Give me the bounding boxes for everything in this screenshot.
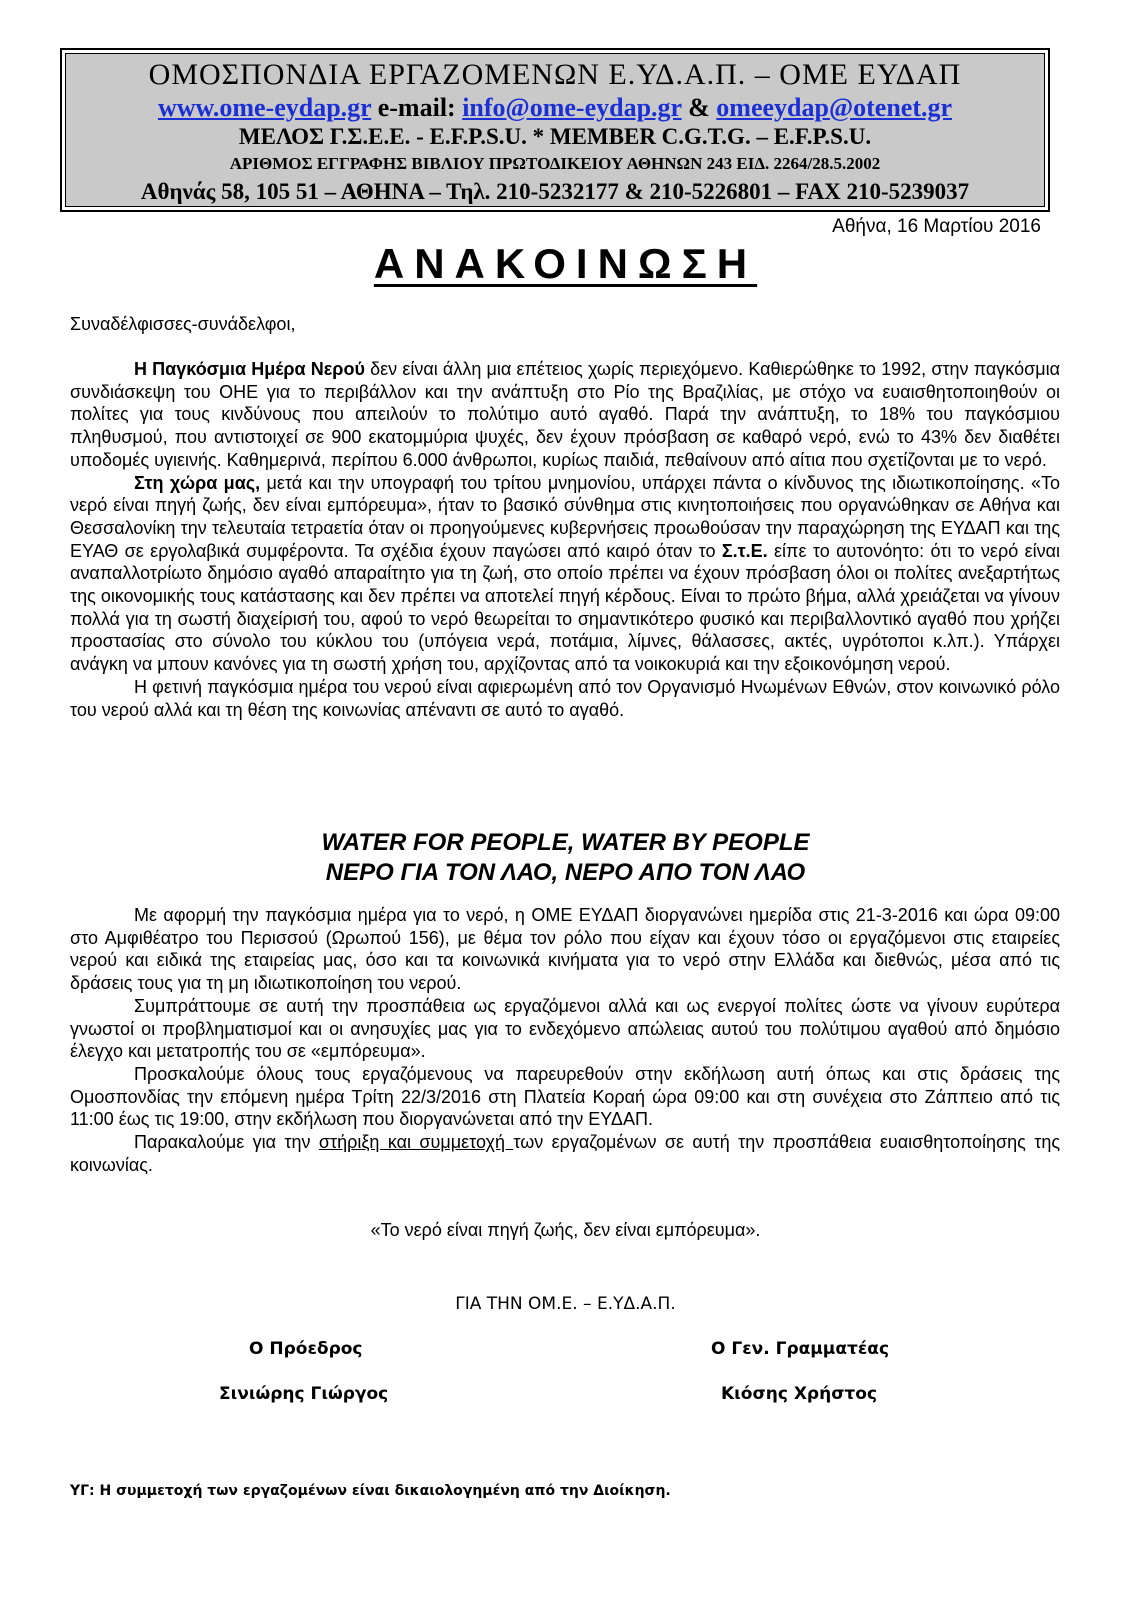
closing-quote: «Το νερό είναι πηγή ζωής, δεν είναι εμπόρευμα». [370, 1220, 761, 1240]
p2-bold: Στη χώρα μας, [134, 472, 261, 493]
membership-line: ΜΕΛΟΣ Γ.Σ.Ε.Ε. - E.F.P.S.U. * MEMBER C.G.T.G. – E.F.P.S.U. [238, 124, 872, 149]
email-label: e-mail: [377, 93, 456, 122]
address-line: Αθηνάς 58, 105 51 – ΑΘΗΝΑ – Τηλ. 210-5232177 & 210-5226801 – FAX 210-5239037 [140, 179, 970, 204]
p7-text-b: των εργαζομένων σε αυτή την προσπάθεια ευαισθητοποίησης της κοινωνίας. [70, 1132, 1061, 1175]
contact-line [66, 93, 1044, 123]
title-text: ΑΝΑΚΟΙΝΩΣΗ [373, 240, 758, 287]
secretary-name: Κιόσης Χρήστος [721, 1384, 878, 1404]
registration-line: ΑΡΙΘΜΟΣ ΕΓΓΡΑΦΗΣ ΒΙΒΛΙΟΥ ΠΡΩΤΟΔΙΚΕΙΟΥ ΑΘΗΝΩΝ 243 ΕΙΔ. 2264/28.5.2002 [229, 154, 881, 173]
document-date: Αθήνα, 16 Μαρτίου 2016 [832, 216, 1041, 237]
p7-text-a: Παρακαλούμε για την [134, 1132, 319, 1153]
ampersand: & [688, 93, 710, 122]
website-link[interactable]: www.ome-eydap.gr [157, 93, 372, 122]
paragraph-1 [70, 358, 1060, 472]
p1-bold: Η Παγκόσμια Ημέρα Νερού [134, 359, 365, 379]
paragraph-4: Με αφορμή την παγκόσμια ημέρα για το νερό, η ΟΜΕ ΕΥΔΑΠ διοργανώνει ημερίδα στις 21-3-2016 και ώρα 09:00 στο Αμφιθέατρο του Περισσού (Ωρωπού 156), με θέμα τον ρόλο που είχαν και έχουν τόσο οι εργαζόμενοι στις εταιρείες νερού και ειδικά της εταιρείας μας, όσο και τα κοινωνικά κινήματα για το νερό στην Ελλάδα και διεθνώς, μέσα από τις δράσεις τους για τη μη ιδιωτικοποίηση του νερού. [70, 905, 1060, 994]
greeting: Συναδέλφισσες-συνάδελφοι, [70, 314, 296, 334]
president-name: Σινιώρης Γιώργος [219, 1384, 389, 1404]
email-link-otenet[interactable]: omeeydap@otenet.gr [716, 93, 953, 122]
p2-text-b: είπε το αυτονόητο: ότι το νερό είναι αναπαλλοτρίωτο δημόσιο αγαθό απαραίτητο για τη ζωή, στο οποίο πρέπει να έχουν πρόσβαση όλοι οι πολίτες ανεξαρτήτως της οικονομικής τους κατάστασης και δεν πρέπει να αποτελεί πηγή κέρδους. Είναι το πρώτο βήμα, αλλά χρειάζεται να γίνουν πολλά για τη σωστή διαχείρισή του, αφού το νερό θεωρείται το σημαντικότερο φυσικό και περιβαλλοντικό αγαθό που χρήζει προστασίας στο σύνολο του κύκλου του (υπόγεια νερά, ποτάμια, λίμνες, θάλασσες, ακτές, υγρότοποι κ.λπ.). Υπάρχει ανάγκη να μπουν κανόνες για τη σωστή χρήση του, αρχίζοντας από τα νοικοκυριά και την εξοικονόμηση νερού. [70, 540, 1061, 675]
postscript: ΥΓ: Η συμμετοχή των εργαζομένων είναι δικαιολογημένη από την Διοίκηση. [70, 1483, 671, 1499]
p2-bold-ste: Σ.τ.Ε. [721, 540, 768, 561]
email-link-info[interactable]: info@ome-eydap.gr [462, 93, 682, 122]
paragraph-3: Η φετινή παγκόσμια ημέρα του νερού είναι αφιερωμένη από τον Οργανισμό Ηνωμένων Εθνών, στον κοινωνικό ρόλο του νερού αλλά και τη θέση της κοινωνίας απέναντι σε αυτό το αγαθό. [70, 676, 1060, 720]
p1-text: δεν είναι άλλη μια επέτειος χωρίς περιεχόμενο. Καθιερώθηκε το 1992, στην παγκόσμια συνδιάσκεψη του ΟΗΕ για το περιβάλλον και την ανάπτυξη στο Ρίο της Βραζιλίας, με στόχο να ευαισθητοποιηθούν οι πολίτες για τους κινδύνους που απειλούν το πολύτιμο αυτό αγαθό. Παρά την ανάπτυξη, το 18% του παγκόσμιου πληθυσμού, που αντιστοιχεί σε 900 εκατομμύρια ψυχές, δεν έχουν πρόσβαση σε καθαρό νερό, ενώ το 43% δεν διαθέτει υποδομές υγιεινής. Καθημερινά, περίπου 6.000 άνθρωποι, κυρίως παιδιά, πεθαίνουν από αίτια που σχετίζονται με το νερό. [70, 359, 1060, 470]
org-name: ΟΜΟΣΠΟΝΔΙΑ ΕΡΓΑΖΟΜΕΝΩΝ Ε.ΥΔ.Α.Π. – ΟΜΕ ΕΥΔΑΠ [148, 58, 962, 91]
p7-underlined: στήριξη και συμμετοχή [318, 1132, 514, 1153]
signature-org: ΓΙΑ ΤΗΝ ΟΜ.Ε. – Ε.ΥΔ.Α.Π. [455, 1294, 676, 1314]
body-block-1 [70, 358, 1060, 721]
document-title [0, 240, 1131, 288]
letterhead-box [65, 53, 1045, 207]
paragraph-2 [70, 472, 1060, 676]
slogan-english: WATER FOR PEOPLE, WATER BY PEOPLE [321, 829, 810, 856]
paragraph-6: Προσκαλούμε όλους τους εργαζόμενους να παρευρεθούν στην εκδήλωση αυτή όπως και στις δράσεις της Ομοσπονδίας την επόμενη ημέρα Τρίτη 22/3/2016 στη Πλατεία Κοραή ώρα 09:00 και στη συνέχεια στο Ζάππειο από τις 11:00 έως τις 19:00, στην εκδήλωση που διοργανώνεται από την ΕΥΔΑΠ. [70, 1063, 1060, 1130]
paragraph-5: Συμπράττουμε σε αυτή την προσπάθεια ως εργαζόμενοι αλλά και ως ενεργοί πολίτες ώστε να γίνουν ευρύτερα γνωστοί οι προβληματισμοί και οι ανησυχίες μας για το ενδεχόμενο απώλειας αυτού του πολύτιμου αγαθού από δημόσιο έλεγχο και μετατροπής του σε «εμπόρευμα». [70, 995, 1060, 1062]
secretary-title: Ο Γεν. Γραμματέας [711, 1339, 890, 1359]
p2-text-a: μετά και την υπογραφή του τρίτου μνημονίου, υπάρχει πάντα ο κίνδυνος της ιδιωτικοποίησης. «Το νερό είναι πηγή ζωής, δεν είναι εμπόρευμα», ήταν το βασικό σύνθημα στις κινητοποιήσεις που οργανώθηκαν σε Αθήνα και Θεσσαλονίκη την τελευταία τετραετία όταν οι προηγούμενες κυβερνήσεις προωθούσαν την παραχώρηση της ΕΥΔΑΠ και της ΕΥΑΘ σε εργολαβικά συμφέροντα. Τα σχέδια έχουν παγώσει από καιρό όταν το [70, 472, 1060, 561]
body-block-2 [70, 904, 1060, 1176]
letterhead [60, 48, 1050, 212]
president-title: Ο Πρόεδρος [249, 1339, 363, 1359]
slogan-greek: ΝΕΡΟ ΓΙΑ ΤΟΝ ΛΑΟ, ΝΕΡΟ ΑΠΟ ΤΟΝ ΛΑΟ [325, 859, 806, 886]
slogans [0, 828, 1131, 888]
paragraph-7 [70, 1131, 1060, 1176]
